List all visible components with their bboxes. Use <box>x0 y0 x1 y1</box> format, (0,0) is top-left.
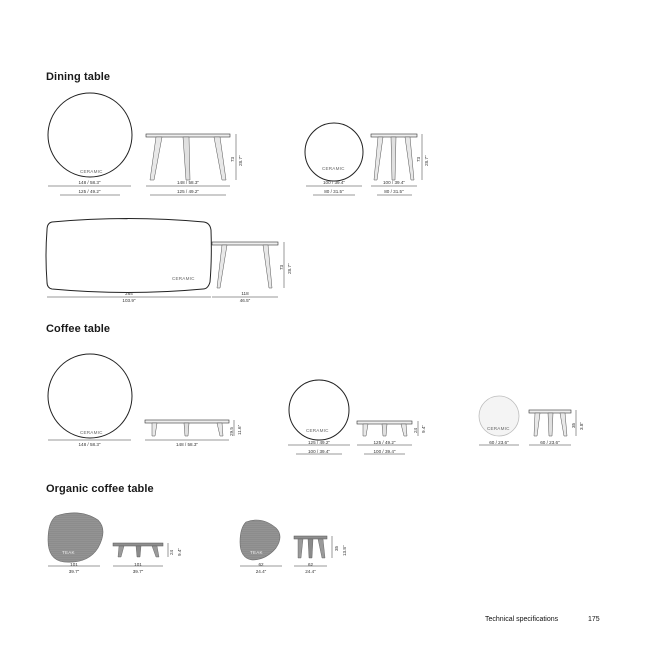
height-label: 24 <box>169 549 174 555</box>
dining-round-large-side-view <box>146 134 236 195</box>
height-label: 11.6" <box>237 424 242 435</box>
dimension-label: 100 / 39.4" <box>373 449 396 454</box>
dimension-label: 100 / 39.4" <box>322 180 346 185</box>
height-label: 28.7" <box>424 155 429 166</box>
dining-oval-side-view <box>212 242 284 297</box>
dimension-label: 125 / 49.2" <box>176 189 200 194</box>
material-label: TEAK <box>250 550 263 555</box>
height-label: 28.7" <box>238 155 243 166</box>
coffee-round-large-top-view <box>48 354 132 440</box>
height-label: 35 <box>571 422 576 428</box>
dimension-label: 39.7" <box>132 569 144 574</box>
dimension-label: 46.5" <box>239 298 251 303</box>
height-label: 29.5 <box>229 427 234 436</box>
material-label: CERAMIC <box>172 276 195 281</box>
dimension-label: 264 <box>125 291 133 296</box>
height-label: 9.4" <box>421 424 426 433</box>
height-label: 3.8" <box>579 421 584 430</box>
dimension-label: 148 / 58.3" <box>176 180 200 185</box>
dimension-label: 100 / 39.4" <box>307 449 331 454</box>
material-label: CERAMIC <box>306 428 329 433</box>
material-label: CERAMIC <box>322 166 345 171</box>
dining-round-small-side-view <box>371 134 422 195</box>
height-label: 35 <box>334 545 339 551</box>
height-label: 9.4" <box>177 547 182 556</box>
organic-small-top-view <box>240 520 282 566</box>
dimension-label: 24.4" <box>305 569 316 574</box>
dimension-label: 60 / 23.6" <box>489 440 509 445</box>
dimension-label: 101 <box>134 562 142 567</box>
dimension-label: 125 / 49.2" <box>307 440 331 445</box>
dimension-label: 148 / 58.3" <box>78 442 101 447</box>
coffee-table-heading: Coffee table <box>46 323 111 335</box>
dimension-label: 148 / 58.3" <box>78 180 101 185</box>
organic-large-top-view <box>48 513 103 566</box>
dimension-label: 24.4" <box>255 569 267 574</box>
dimension-label: 60 / 23.6" <box>540 440 560 445</box>
height-label: 24 <box>413 427 418 433</box>
coffee-round-large-side-view <box>145 420 234 440</box>
height-label: 73 <box>279 264 284 270</box>
material-label: CERAMIC <box>80 169 103 174</box>
dimension-label: 125 / 49.2" <box>78 189 101 194</box>
dimension-label: 100 / 39.4" <box>382 180 406 185</box>
dimension-label: 62 <box>258 562 264 567</box>
dimension-label: 80 / 31.5" <box>324 189 344 194</box>
coffee-round-small-top-view <box>479 396 519 445</box>
dimension-label: 101 <box>70 562 78 567</box>
dimension-label: 125 / 49.2" <box>373 440 396 445</box>
dimension-label: 39.7" <box>68 569 80 574</box>
height-label: 73 <box>230 156 235 162</box>
footer-section-label: Technical specifications <box>485 616 559 623</box>
dining-table-heading: Dining table <box>46 71 111 83</box>
dimension-label: 148 / 58.3" <box>175 442 199 447</box>
organic-coffee-table-heading: Organic coffee table <box>46 483 154 495</box>
material-label: CERAMIC <box>80 430 103 435</box>
dimension-label: 118 <box>241 291 249 296</box>
height-label: 73 <box>416 156 421 162</box>
height-label: 28.7" <box>287 263 292 274</box>
dining-oval-top-view <box>46 219 211 298</box>
page-number: 175 <box>588 616 600 623</box>
dimension-label: 103.9" <box>122 298 136 303</box>
dimension-label: 62 <box>307 562 314 567</box>
material-label: CERAMIC <box>487 426 510 431</box>
material-label: TEAK <box>62 550 75 555</box>
height-label: 13.8" <box>342 545 347 556</box>
dimension-label: 80 / 31.5" <box>384 189 404 194</box>
